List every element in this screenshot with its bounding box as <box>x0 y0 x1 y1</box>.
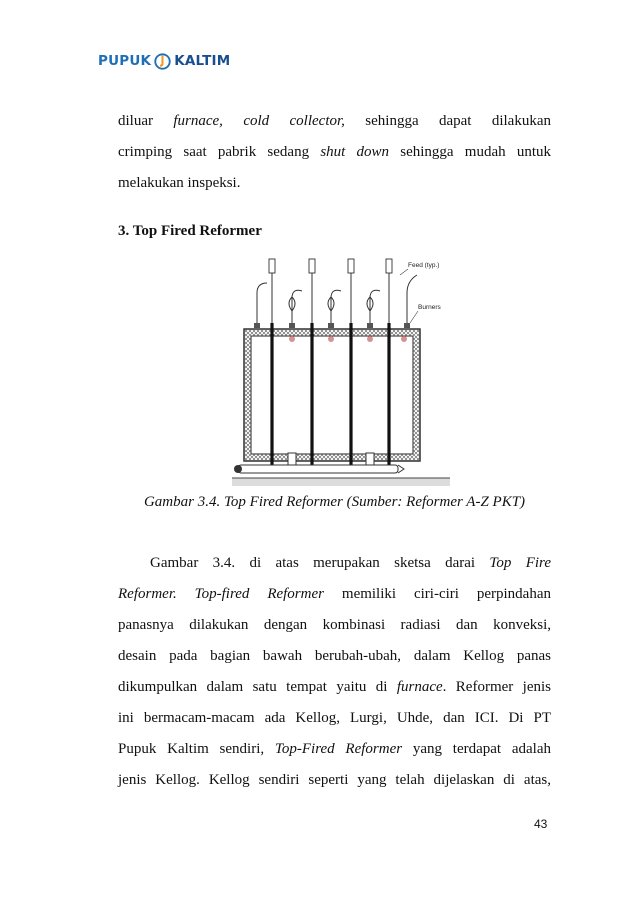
text-line: dikumpulkan dalam satu tempat yaitu di furnace. Reformer jenis <box>118 679 551 695</box>
paragraph-description <box>118 548 551 796</box>
text-line: Pupuk Kaltim sendiri, Top-Fired Reformer yang terdapat adalah <box>118 741 552 757</box>
reformer-figure <box>232 253 452 487</box>
logo-text-left: PUPUK <box>98 53 152 69</box>
text-line: desain pada bagian bawah berubah-ubah, dalam Kellog panas <box>118 648 551 664</box>
figure-caption: Gambar 3.4. Top Fired Reformer (Sumber: Reformer A-Z PKT) <box>143 494 526 510</box>
paragraph-intro <box>118 106 551 199</box>
page-number: 43 <box>534 817 548 831</box>
text-line: diluar furnace, cold collector, sehingga dapat dilakukan <box>118 113 551 129</box>
text-line: Reformer. Top-fired Reformer memiliki ciri-ciri perpindahan <box>118 586 552 602</box>
logo-emblem-icon <box>154 53 171 70</box>
text-line: melakukan inspeksi. <box>118 175 241 191</box>
company-logo <box>98 50 230 72</box>
text-line: ini bermacam-macam ada Kellog, Lurgi, Uhde, dan ICI. Di PT <box>118 710 551 726</box>
text-line: panasnya dilakukan dengan kombinasi radiasi dan konveksi, <box>118 617 551 633</box>
text-line: crimping saat pabrik sedang shut down sehingga mudah untuk <box>118 144 551 160</box>
burners-label: Burners <box>418 304 441 311</box>
logo-text-right: KALTIM <box>174 53 231 69</box>
text-line: jenis Kellog. Kellog sendiri seperti yang telah dijelaskan di atas, <box>118 772 551 788</box>
reformer-diagram <box>232 253 452 487</box>
section-heading: 3. Top Fired Reformer <box>118 223 262 239</box>
text-line: Gambar 3.4. di atas merupakan sketsa darai Top Fire <box>150 555 551 571</box>
feed-label: Feed (typ.) <box>408 262 440 269</box>
